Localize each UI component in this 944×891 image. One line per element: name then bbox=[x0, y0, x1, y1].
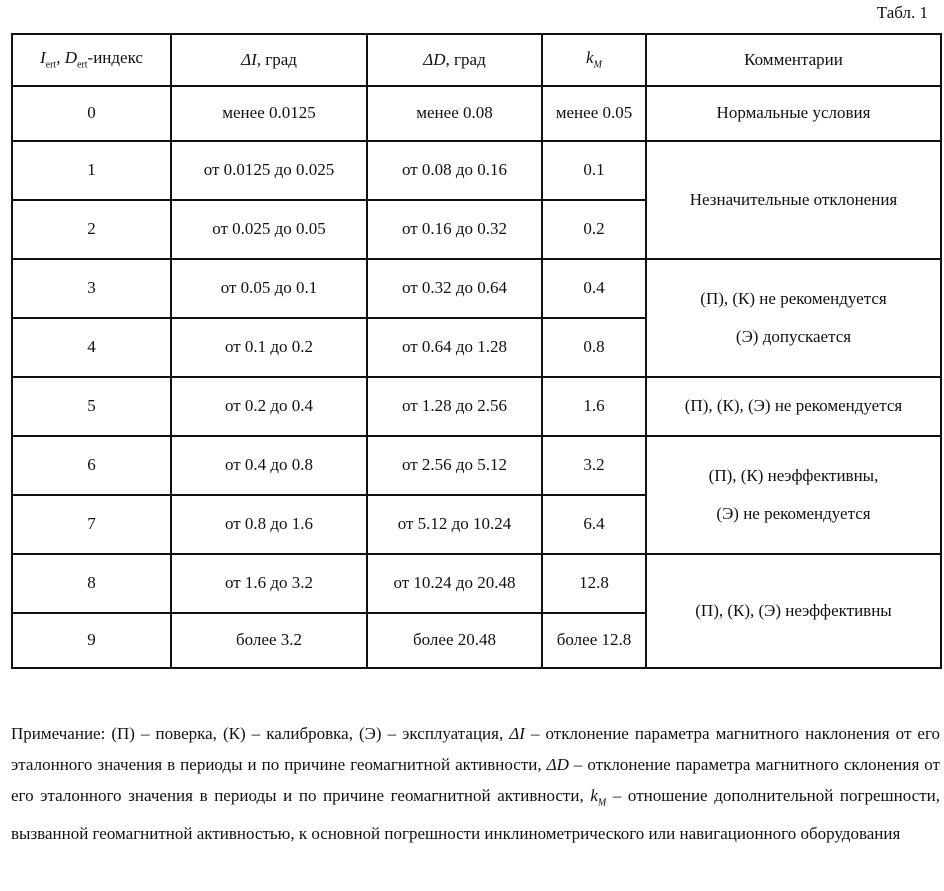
cell-km: 0.1 bbox=[542, 141, 646, 200]
table-footnote bbox=[11, 718, 940, 849]
cell-delta-d: от 10.24 до 20.48 bbox=[367, 554, 542, 613]
table-row bbox=[12, 259, 941, 318]
cell-km: менее 0.05 bbox=[542, 86, 646, 141]
table-row bbox=[12, 436, 941, 495]
cell-delta-i: от 0.025 до 0.05 bbox=[171, 200, 367, 259]
footnote-paragraph: Примечание: (П) – поверка, (К) – калибровка, (Э) – эксплуатация, ΔI – отклонение параметра магнитного наклонения от его эталонного значения в периоды и по причине геомагнитной активности, ΔD – отклонение параметра магнитного склонения от его эталонного значения в периоды и по причине геомагнитной активности, $k_M$ – отношение дополнительной погрешности, вызванной геомагнитной активностью, к основной погрешности инклинометрического или навигационного оборудования bbox=[11, 724, 941, 844]
cell-index: 5 bbox=[12, 377, 171, 436]
cell-comment bbox=[646, 436, 941, 554]
cell-delta-d: от 0.16 до 0.32 bbox=[367, 200, 542, 259]
header-km: $k_M$ bbox=[542, 34, 646, 86]
comment-line: (Э) не рекомендуется bbox=[716, 504, 871, 523]
header-index: $I_{ert}$, $D_{ert}$-индекс bbox=[12, 34, 171, 86]
cell-delta-d: от 0.64 до 1.28 bbox=[367, 318, 542, 377]
table-row bbox=[12, 377, 941, 436]
cell-km: 0.4 bbox=[542, 259, 646, 318]
header-delta-i: ΔI, град bbox=[171, 34, 367, 86]
cell-delta-i: от 0.05 до 0.1 bbox=[171, 259, 367, 318]
cell-delta-i: более 3.2 bbox=[171, 613, 367, 668]
comment-line: (П), (К) не рекомендуется bbox=[700, 288, 887, 308]
cell-delta-d: от 0.08 до 0.16 bbox=[367, 141, 542, 200]
header-comments: Комментарии bbox=[646, 34, 941, 86]
cell-comment: (П), (К), (Э) не рекомендуется bbox=[646, 377, 941, 436]
cell-delta-d: от 0.32 до 0.64 bbox=[367, 259, 542, 318]
cell-delta-d: от 2.56 до 5.12 bbox=[367, 436, 542, 495]
cell-km: более 12.8 bbox=[542, 613, 646, 668]
cell-delta-i: от 0.1 до 0.2 bbox=[171, 318, 367, 377]
cell-delta-i: от 1.6 до 3.2 bbox=[171, 554, 367, 613]
table-number-label: Табл. 1 bbox=[876, 3, 928, 22]
cell-km: 6.4 bbox=[542, 495, 646, 554]
cell-comment: (П), (К), (Э) неэффективны bbox=[646, 554, 941, 668]
cell-km: 1.6 bbox=[542, 377, 646, 436]
comment-line: (Э) допускается bbox=[735, 327, 852, 346]
cell-index: 1 bbox=[12, 141, 171, 200]
cell-delta-d: более 20.48 bbox=[367, 613, 542, 668]
cell-delta-i: от 0.2 до 0.4 bbox=[171, 377, 367, 436]
cell-km: 12.8 bbox=[542, 554, 646, 613]
cell-delta-d: менее 0.08 bbox=[367, 86, 542, 141]
geomagnetic-index-table bbox=[11, 33, 942, 669]
comment-line: (П), (К) неэффективны, bbox=[708, 465, 879, 485]
cell-index: 4 bbox=[12, 318, 171, 377]
cell-delta-i: менее 0.0125 bbox=[171, 86, 367, 141]
cell-index: 7 bbox=[12, 495, 171, 554]
cell-delta-i: от 0.4 до 0.8 bbox=[171, 436, 367, 495]
cell-index: 3 bbox=[12, 259, 171, 318]
cell-comment: Нормальные условия bbox=[646, 86, 941, 141]
table-row bbox=[12, 554, 941, 613]
cell-km: 0.8 bbox=[542, 318, 646, 377]
cell-delta-d: от 5.12 до 10.24 bbox=[367, 495, 542, 554]
cell-index: 8 bbox=[12, 554, 171, 613]
table-row bbox=[12, 86, 941, 141]
table-row bbox=[12, 141, 941, 200]
cell-comment bbox=[646, 259, 941, 377]
cell-index: 9 bbox=[12, 613, 171, 668]
table-header-row bbox=[12, 34, 941, 86]
cell-comment: Незначительные отклонения bbox=[646, 141, 941, 259]
cell-km: 3.2 bbox=[542, 436, 646, 495]
cell-index: 6 bbox=[12, 436, 171, 495]
cell-km: 0.2 bbox=[542, 200, 646, 259]
cell-index: 0 bbox=[12, 86, 171, 141]
cell-delta-i: от 0.0125 до 0.025 bbox=[171, 141, 367, 200]
cell-delta-d: от 1.28 до 2.56 bbox=[367, 377, 542, 436]
cell-index: 2 bbox=[12, 200, 171, 259]
header-delta-d: ΔD, град bbox=[367, 34, 542, 86]
cell-delta-i: от 0.8 до 1.6 bbox=[171, 495, 367, 554]
